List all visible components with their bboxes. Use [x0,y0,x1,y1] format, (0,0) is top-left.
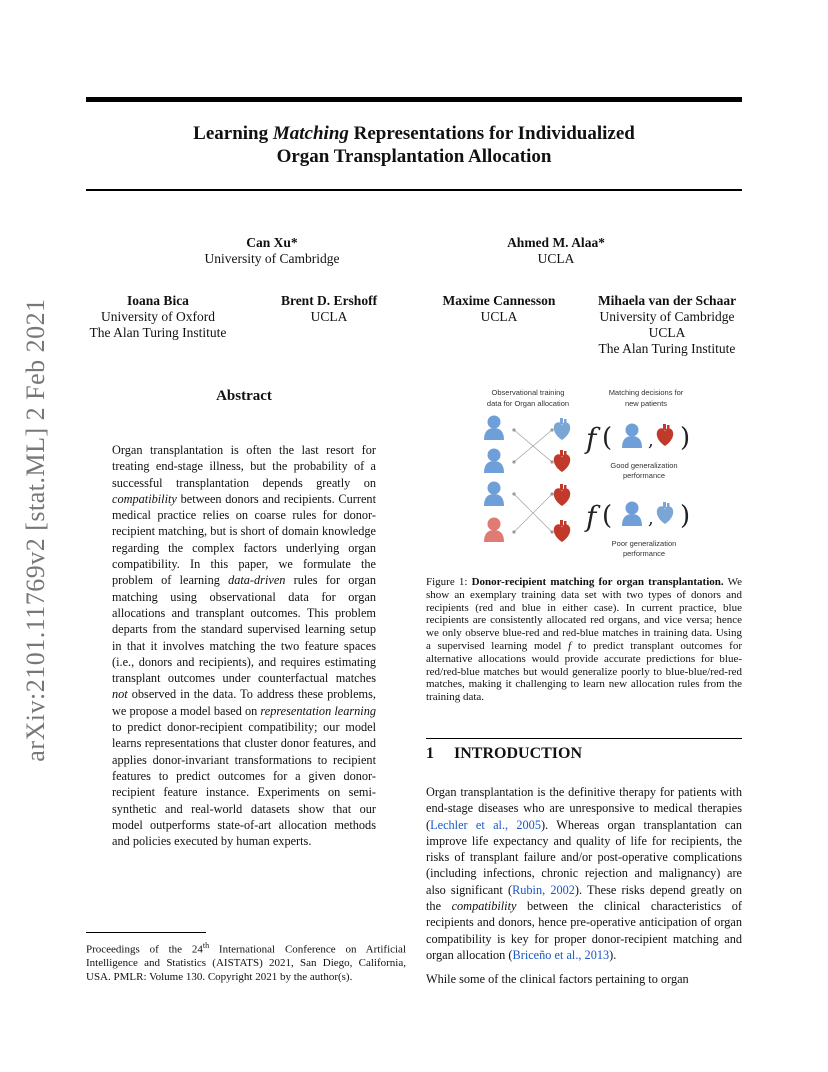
red-heart-icon [554,484,570,506]
author-affiliation: UCLA [648,325,686,340]
svg-text:): ) [680,423,691,453]
matching-lines [514,430,552,532]
citation-link[interactable]: Briceño et al., 2013 [512,947,610,962]
blue-recipient-icon [484,482,504,507]
top-thick-rule [86,97,742,102]
fig-right-label-1: Matching decisions for [608,388,684,397]
author-block [172,235,372,267]
svg-text:,: , [648,508,654,529]
footnote: Proceedings of the 24th International Conference on Artificial Intelligence and Statistics (AISTATS) 2021, San Diego, California, USA. PMLR: Volume 130. Copyright 2021 by the author(s). [86,941,406,983]
red-heart-icon [554,450,570,472]
footnote-rule [86,932,206,933]
blue-recipient-icon [622,502,642,527]
figure-caption: Figure 1: Donor-recipient matching for organ transplantation. We show an exemplary training data set with two types of donors and recipients (red and blue in either case). In current practice, blue recipients are consistently allocated red organs, and vice versa; hence we only observe blue-red and red-blue matches in training data. Using a supervised learning model f to predict transplant outcomes for alternative allocations would provide accurate predictions for blue-red/red-blue matches but would generalize poorly to blue-blue/red-red matches, making it challenging to learn new allocation rules from the training data. [426,576,743,704]
author-affiliation: University of Cambridge [599,309,735,324]
author-affiliation: UCLA [537,251,575,266]
author-affiliation: UCLA [480,309,518,324]
author-affiliation: University of Cambridge [204,251,340,266]
f-symbol: f [586,422,597,455]
f-symbol: f [586,500,597,533]
abstract-heading: Abstract [216,388,272,404]
poor-match-expression [584,500,690,558]
red-heart-icon [554,520,570,542]
intro-paragraph: While some of the clinical factors pertaining to organ [426,972,689,987]
fig-right-label-2: new patients [624,399,668,408]
red-recipient-icon [484,518,504,543]
blue-recipient-icon [484,449,504,474]
good-match-expression [584,422,690,480]
svg-text:): ) [680,501,691,531]
blue-recipient-icon [484,416,504,441]
author-name: Ioana Bica [127,293,189,308]
author-name: Mihaela van der Schaar [597,293,737,308]
author-affiliation: University of Oxford [101,309,215,324]
author-affiliation: UCLA [310,309,348,324]
citation-link[interactable]: Rubin, 2002 [512,882,575,897]
blue-recipient-icon [622,424,642,449]
fig-left-label-1: Observational training [491,388,565,397]
poor-label-2: performance [622,549,666,558]
section-rule [426,738,742,739]
good-label-1: Good generalization [610,461,678,470]
author-affiliation: The Alan Turing Institute [89,325,227,340]
author-name: Brent D. Ershoff [280,293,378,308]
blue-heart-icon [657,502,673,524]
citation-link[interactable]: Lechler et al., 2005 [430,817,541,832]
arxiv-stamp: arXiv:2101.11769v2 [stat.ML] 2 Feb 2021 [21,298,50,762]
matching-dots [512,428,553,533]
author-name: Ahmed M. Alaa* [507,235,605,250]
introduction-body [426,784,742,996]
author-block [68,293,248,341]
author-block [456,235,656,267]
author-block [254,293,404,325]
svg-text:,: , [648,430,654,451]
abstract-body: Organ transplantation is often the last resort for treating end-stage illness, but the probability of a successful transplantation depends greatly on compatibility between donors and recipients. Current medical practice relies on coarse rules for donor-recipient matching, but is short of domain knowledge regarding the complex factors underlying organ compatibility. In this paper, we formulate the problem of learning data-driven rules for organ matching using observational data for organ allocations and transplant outcomes. This problem departs from the standard supervised learning setup in that it involves matching the two feature spaces (i.e., donors and recipients), and requires estimating transplant outcomes under counterfactual matches not observed in the data. To address these problems, we propose a model based on representation learning to predict donor-recipient compatibility; our model learns representations that cluster donor features, and applies donor-invariant transformations to recipient features to predict outcomes for a given donor-recipient feature instance. Experiments on semi-synthetic and real-world datasets show that our model outperforms state-of-art allocation methods and policies executed by human experts. [112,443,376,849]
author-block [582,293,752,357]
fig-left-label-2: data for Organ allocation [486,399,570,408]
author-name: Maxime Cannesson [442,293,556,308]
section-heading: 1 INTRODUCTION [426,745,583,762]
paper-title: Learning Matching Representations for Individualized Organ Transplantation Allocation [193,123,635,167]
title-bottom-rule [86,189,742,191]
svg-text:(: ( [602,501,613,531]
red-heart-icon [657,424,673,446]
blue-heart-icon [554,418,570,440]
figure-1-diagram [470,386,698,564]
author-block [424,293,574,325]
author-affiliation: The Alan Turing Institute [598,341,736,356]
intro-paragraph: Organ transplantation is the definitive therapy for patients with end-stage diseases who are unresponsive to medical therapies (Lechler et al., 2005). Whereas organ transplantation can improve life expectancy and quality of life for recipients, the risks of transplant failure and/or post-operative complications (including infections, chronic rejection and malignancy) are also significant (Rubin, 2002). These risks depend greatly on the compatibility between the clinical characteristics of recipients and donors, hence pre-operative anticipation of organ compatibility is key for proper donor-recipient matching and organ allocation (Briceño et al., 2013). [426,785,743,962]
author-name: Can Xu* [246,235,298,250]
poor-label-1: Poor generalization [611,539,677,548]
svg-text:(: ( [602,423,613,453]
good-label-2: performance [622,471,666,480]
